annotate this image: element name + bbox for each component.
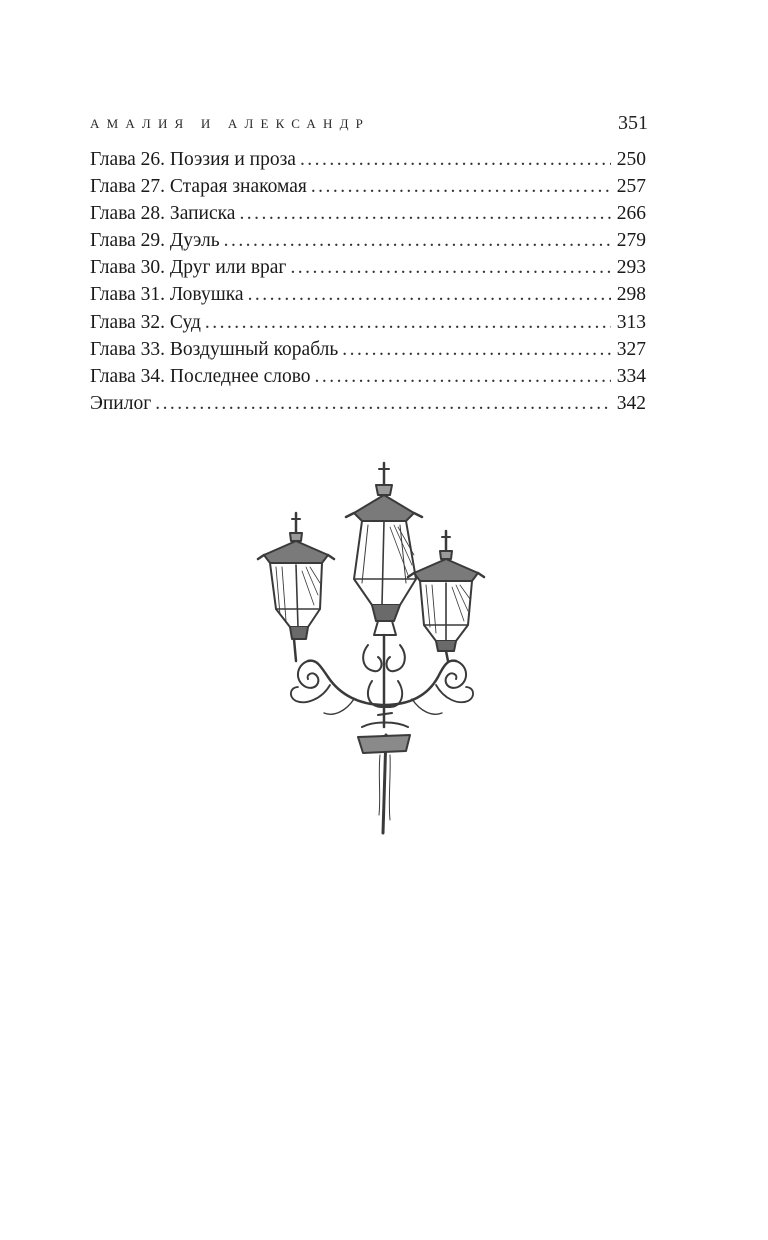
toc-entry-title: Глава 26. Поэзия и проза bbox=[90, 149, 296, 170]
toc-entry bbox=[90, 390, 646, 417]
toc-entry bbox=[90, 146, 646, 173]
dot-leader bbox=[239, 200, 610, 227]
toc-entry-page: 279 bbox=[616, 230, 646, 252]
toc-entry-page: 293 bbox=[616, 257, 646, 279]
toc-entry-title: Глава 30. Друг или враг bbox=[90, 257, 287, 279]
toc-entry bbox=[90, 173, 646, 200]
dot-leader bbox=[315, 363, 611, 390]
page-number: 351 bbox=[618, 112, 648, 134]
dot-leader bbox=[205, 309, 611, 336]
toc-entry-page: 327 bbox=[616, 338, 646, 360]
toc-entry-title: Эпилог bbox=[90, 392, 152, 414]
toc-entry-title: Глава 28. Записка bbox=[90, 203, 236, 225]
dot-leader bbox=[224, 227, 611, 254]
table-of-contents bbox=[90, 146, 646, 417]
toc-entry bbox=[90, 254, 646, 281]
toc-entry-page: 298 bbox=[616, 284, 646, 306]
toc-entry-title: Глава 34. Последнее слово bbox=[90, 365, 311, 387]
dot-leader bbox=[248, 281, 611, 308]
toc-entry-page: 334 bbox=[616, 365, 646, 387]
dot-leader bbox=[290, 254, 610, 281]
toc-entry bbox=[90, 336, 646, 363]
toc-entry-title: Глава 27. Старая знакомая bbox=[90, 176, 307, 198]
running-title: АМАЛИЯ И АЛЕКСАНДР bbox=[90, 116, 371, 131]
toc-entry bbox=[90, 363, 646, 390]
toc-entry-page: 250 bbox=[616, 149, 646, 170]
toc-entry-title: Глава 31. Ловушка bbox=[90, 284, 244, 306]
toc-entry-page: 342 bbox=[616, 392, 646, 414]
dot-leader bbox=[342, 336, 610, 363]
toc-entry-page: 266 bbox=[616, 203, 646, 225]
toc-entry bbox=[90, 227, 646, 254]
dot-leader bbox=[311, 173, 611, 200]
toc-entry-title: Глава 32. Суд bbox=[90, 311, 201, 333]
toc-entry bbox=[90, 309, 646, 336]
toc-entry bbox=[90, 281, 646, 308]
toc-entry-page: 257 bbox=[616, 176, 646, 198]
toc-entry-page: 313 bbox=[616, 311, 646, 333]
running-head bbox=[90, 114, 650, 138]
dot-leader bbox=[155, 390, 611, 417]
dot-leader bbox=[300, 146, 611, 173]
toc-entry-title: Глава 29. Дуэль bbox=[90, 230, 220, 252]
toc-entry bbox=[90, 200, 646, 227]
toc-entry-title: Глава 33. Воздушный корабль bbox=[90, 338, 339, 360]
street-lamp-illustration bbox=[250, 455, 490, 835]
